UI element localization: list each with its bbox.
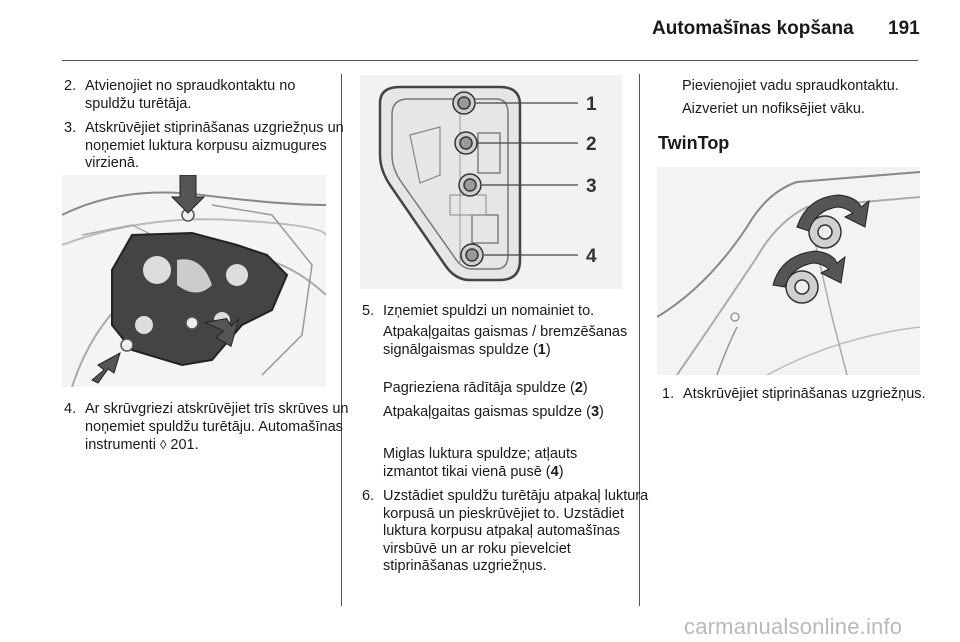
step-number: 2. <box>64 78 77 94</box>
bulb-entry-number: 4 <box>550 463 559 480</box>
section-heading-twintop: TwinTop <box>658 133 730 153</box>
cross-reference-icon: ◊ <box>159 437 167 453</box>
step-5 <box>362 303 645 321</box>
step-2 <box>64 78 349 113</box>
step-6 <box>362 488 653 576</box>
step-4 <box>64 401 349 455</box>
bulb-entry-bracket: ) <box>582 380 588 396</box>
callout-2: 2 <box>586 134 597 155</box>
step-number: 6. <box>362 488 375 504</box>
page-number: 191 <box>888 18 920 39</box>
callout-4: 4 <box>586 246 597 267</box>
figure-twintop-nuts <box>657 167 920 375</box>
step-number: 5. <box>362 303 375 319</box>
bulb-entry-number: 1 <box>537 341 546 358</box>
bulb-entry-number: 2 <box>574 380 583 396</box>
step-text: Atskrūvējiet stiprināšanas uzgriežņus un noņemiet luktura korpusu aizmugures virzienā. <box>85 120 344 172</box>
bulb-entry-text: Miglas luktura spuldze; atļauts izmantot tikai vienā pusē ( <box>383 446 578 480</box>
step-number: 3. <box>64 120 77 136</box>
step-number: 1. <box>662 386 675 402</box>
step-text: Atskrūvējiet stiprināšanas uzgriežņus. <box>683 386 926 402</box>
bulb-entry-bracket: ) <box>545 341 551 358</box>
paragraph-connect-plug: Pievienojiet vadu spraudkontaktu. <box>682 78 899 94</box>
bulb-entry-3 <box>383 404 628 422</box>
figure-bulb-holder-numbered <box>360 75 622 289</box>
page-title: Automašīnas kopšana <box>652 18 854 39</box>
page-reference[interactable]: 201. <box>166 437 199 454</box>
paragraph-close-cover: Aizveriet un nofiksējiet vāku. <box>682 101 865 117</box>
bulb-entry-text: Atpakaļgaitas gaismas spuldze ( <box>383 404 591 420</box>
bulb-entry-bracket: ) <box>599 404 604 420</box>
bulb-entry-2 <box>383 380 628 398</box>
step-text: Atvienojiet no spraudkontaktu no spuldžu turētāja. <box>85 78 296 112</box>
callout-1: 1 <box>586 94 597 115</box>
bulb-entry-4 <box>383 446 628 481</box>
step-3 <box>64 120 349 173</box>
bulb-entry-1 <box>383 324 628 359</box>
step-number: 4. <box>64 401 77 417</box>
step-text: Uzstādiet spuldžu turētāju atpakaļ luktura korpusā un pieskrūvējiet to. Uzstādiet luktura korpusu atpakaļ automašīnas virsbūvē un ar roku pievelciet stiprināšanas uzgriežņus. <box>383 488 649 575</box>
twintop-step-1 <box>662 386 933 404</box>
bulb-entry-bracket: ) <box>558 463 564 480</box>
callout-3: 3 <box>586 176 597 197</box>
step-text: Ar skrūvgriezi atskrūvējiet trīs skrūves un noņemiet spuldžu turētāju. Automašīnas instrumenti <box>85 401 349 454</box>
bulb-entry-text: Pagrieziena rādītāja spuldze ( <box>383 380 575 396</box>
bulb-entry-text: Atpakaļgaitas gaismas / bremzēšanas signālgaismas spuldze ( <box>383 324 628 358</box>
bulb-entry-number: 3 <box>590 404 600 420</box>
figure-tail-light-housing-rear <box>62 175 326 387</box>
watermark: carmanualsonline.info <box>684 614 903 639</box>
header-divider <box>62 60 918 61</box>
step-text: Izņemiet spuldzi un nomainiet to. <box>383 303 595 319</box>
